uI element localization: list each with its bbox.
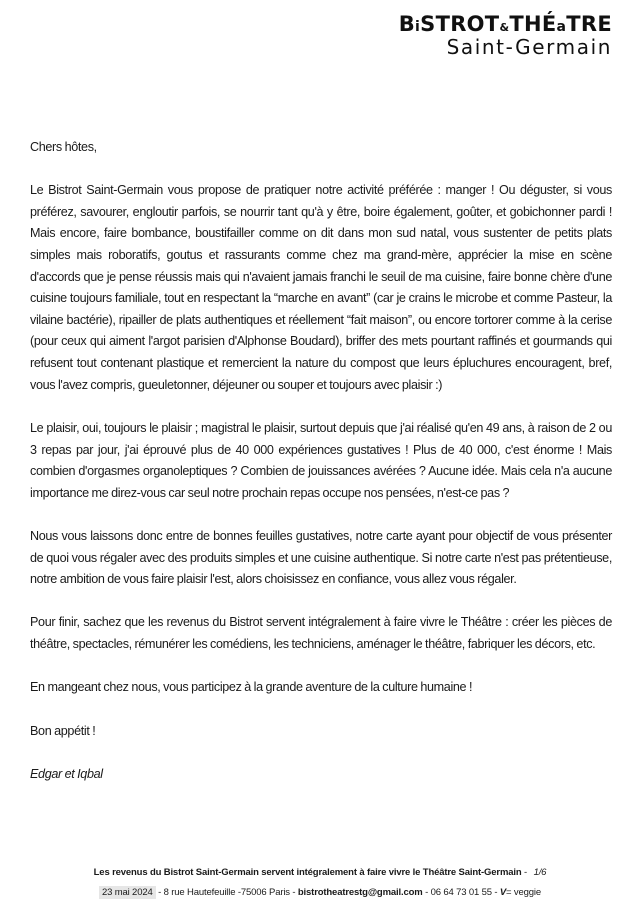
paragraph-1: Le Bistrot Saint-Germain vous propose de pratiquer notre activité préférée : manger ! Ou déguster, si vous préférez, savourer, engloutir parfois, se nourrir tant qu'à y être, boire également, goûter, et gobichonner pardi ! Mais encore, faire bombance, boustifailler comme on dit dans mon sud natal, vous sustenter de petits plats simples mais roboratifs, goutus et rassurants comme chez ma grand-mère, apprécier la mise en scène d'accords que je pense réussis mais qui n'avaient jamais franchi le seuil de ma cuisine, faire bonne chère d'une cuisine toujours familiale, tout en respectant la “marche en avant” (car je crains le microbe et comme Pasteur, la vilaine bactérie), ripailler de plats authentiques et réellement “fait maison”, ou encore tortorer comme à la cerise (pour ceux qui aiment l'argot parisien d'Alphonse Boudard), briffer des mets pourtant raffinés et gourmands qui refusent tout contenant plastique et remercient la nature du compost que leurs épluchures encouragent, bref, vous l'avez compris, gueuletonner, déjeuner ou souper et toujours avec plaisir :) — [30, 183, 612, 392]
signature: Edgar et Iqbal — [30, 766, 103, 781]
logo-subtitle: Saint-Germain — [446, 35, 612, 59]
closing: Bon appétit ! — [30, 723, 96, 738]
greeting: Chers hôtes, — [30, 140, 97, 154]
page-number: 1/6 — [533, 867, 547, 878]
footer-line-1 — [0, 863, 640, 883]
paragraph-4: Pour finir, sachez que les revenus du Bistrot servent intégralement à faire vivre le Théâtre : créer les pièces de théâtre, spectacles, rémunérer les comédiens, les techniciens, aménager le théâtre, fabriquer les décors, etc. — [30, 615, 612, 652]
footer-email[interactable]: bistrotheatrestg@gmail.com — [297, 887, 423, 898]
paragraph-2: Le plaisir, oui, toujours le plaisir ; magistral le plaisir, surtout depuis que j'ai réalisé qu'en 49 ans, à raison de 2 ou 3 repas par jour, j'ai éprouvé plus de 40 000 expériences gustatives ! Plus de 40 000, c'est énorme ! Mais combien d'orgasmes organoleptiques ? Combien de jouissances avérées ? Aucune idée. Mais cela n'a aucune importance me direz-vous car seul notre prochain repas occupe nos pensées, n'est-ce pas ? — [30, 420, 612, 500]
footer-address: - 8 rue Hautefeuille -75006 Paris - — [155, 887, 298, 898]
logo-word-bistrot: STROT — [420, 12, 500, 36]
logo-ampersand: & — [499, 21, 510, 34]
footer-line-2 — [0, 883, 640, 903]
logo — [399, 14, 612, 57]
footer-separator: - — [524, 867, 528, 878]
logo-letter: B — [398, 12, 416, 36]
footer-phone: - 06 64 73 01 55 - — [422, 887, 500, 898]
paragraph-5: En mangeant chez nous, vous participez à la grande aventure de la culture humaine ! — [30, 680, 473, 695]
logo-title — [399, 14, 612, 35]
logo-word-theatre-end: TRE — [566, 12, 612, 36]
logo-letter: a — [556, 19, 567, 35]
letter-body — [30, 137, 612, 807]
footer-notice: Les revenus du Bistrot Saint-Germain servent intégralement à faire vivre le Théâtre Saint-Germain — [93, 867, 522, 878]
logo-word-theatre: THÉ — [509, 12, 557, 36]
veggie-mark: V — [499, 887, 507, 898]
paragraph-3: Nous vous laissons donc entre de bonnes feuilles gustatives, notre carte ayant pour objectif de vous présenter de quoi vous régaler avec des produits simples et une cuisine authentique. Si notre carte n'est pas prétentieuse, notre ambition de vous faire plaisir l'est, alors choisissez en confiance, vous allez vous régaler. — [30, 528, 612, 587]
logo-letter: i — [415, 19, 421, 35]
page-footer — [0, 863, 640, 903]
veggie-legend: = veggie — [506, 887, 542, 898]
footer-date: 23 mai 2024 — [99, 886, 156, 899]
